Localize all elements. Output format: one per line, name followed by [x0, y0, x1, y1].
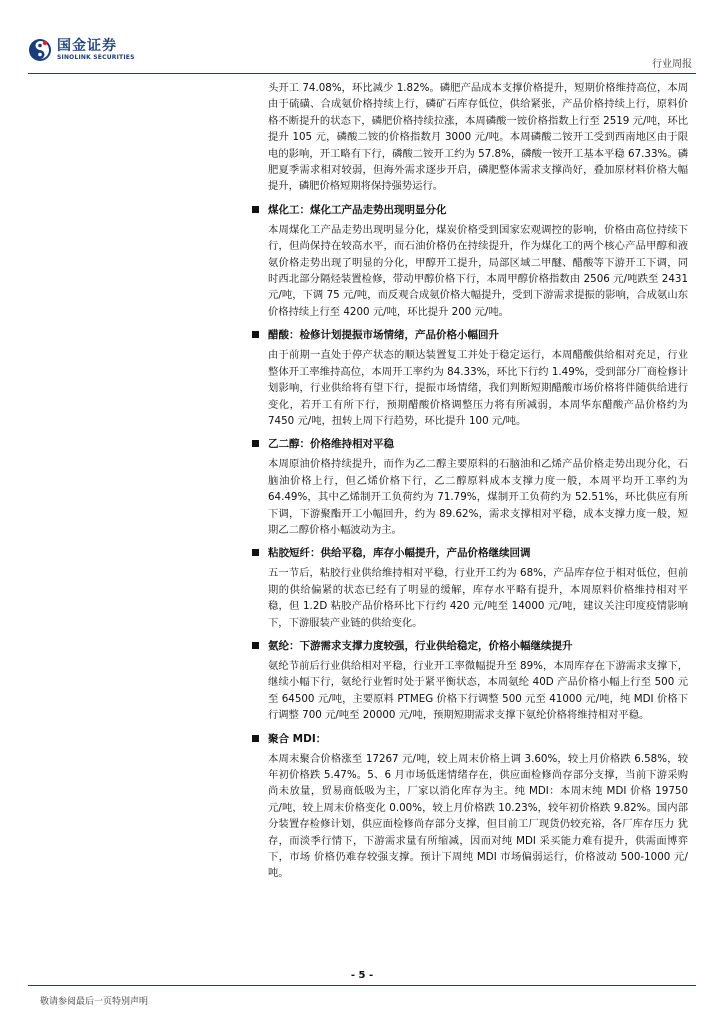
- square-bullet-icon: [252, 206, 259, 213]
- square-bullet-icon: [252, 642, 259, 649]
- section-body: 五一节后，粘胶行业供给维持相对平稳，行业开工约为 68%，产品库存位于相对低位，但前期的供给偏紧的状态已经有了明显的缓解，库存水平略有提升，本周原料价格维持相对平稳，但 1.2D 粘胶产品价格环比下行约 420 元/吨至 14000 元/吨，建议关注印度疫情影响下，下游服装产业链的供给变化。: [268, 567, 688, 629]
- section-acetic-acid: [268, 326, 688, 429]
- footer-divider: [28, 985, 696, 986]
- company-logo: [28, 38, 135, 62]
- square-bullet-icon: [252, 735, 259, 742]
- logo-english-name: SINOLINK SECURITIES: [57, 54, 135, 61]
- section-heading: [268, 730, 688, 748]
- logo-chinese-name: 国金证券: [57, 38, 117, 54]
- section-title: 醋酸：检修计划提振市场情绪，产品价格小幅回升: [268, 329, 499, 342]
- section-heading: [268, 201, 688, 219]
- page-number: - 5 -: [350, 970, 374, 981]
- section-body: 由于前期一直处于停产状态的顺达装置复工并处于稳定运行，本周醋酸供给相对充足，行业整体开工率维持高位，本周开工率约为 84.33%，环比下行约 1.49%，受到部分厂商检修计划影响，行业供给将有望下行，提振市场情绪，我们判断短期醋酸市场价格将伴随供给进行变化，若开工有所下行，预期醋酸价格调整压力将有所减弱，本周华东醋酸产品价格约为 7450 元/吨，扭转上周下行趋势，环比提升 100 元/吨。: [268, 349, 688, 427]
- section-heading: [268, 544, 688, 562]
- section-coal-chemical: [268, 201, 688, 320]
- section-title: 氨纶：下游需求支撑力度较强，行业供给稳定，价格小幅继续提升: [268, 639, 573, 652]
- section-title: 聚合 MDI：: [268, 732, 327, 745]
- section-polymeric-mdi: [268, 730, 688, 882]
- section-body: 氨纶节前后行业供给相对平稳，行业开工率微幅提升至 89%，本周库存在下游需求支撑下，继续小幅下行，氨纶行业暂时处于紧平衡状态，本周氨纶 40D 产品价格小幅上行至 500 元至 64500 元/吨，主要原料 PTMEG 价格下行调整 500 元至 41000 元/吨，纯 MDI 价格下行调整 700 元/吨至 20000 元/吨，预期短期需求支撑下氨纶价格将维持相对平稳。: [268, 659, 688, 722]
- header-divider: [28, 73, 696, 74]
- section-title: 煤化工：煤化工产品走势出现明显分化: [268, 203, 447, 216]
- page-header: [0, 0, 724, 75]
- section-body: 本周末聚合价格涨至 17267 元/吨，较上周末价格上调 3.60%，较上月价格跌 6.58%，较年初价格跌 5.47%。5、6 月市场低迷情绪存在，供应面检修尚存部分支撑，当前下游采购尚未放量，贸易商低吸为主，厂家以消化库存为主。纯 MDI：本周末纯 MDI 价格 19750 元/吨，较上周末价格变化 0.00%，较上月价格跌 10.23%，较年初价格跌 9.82%。国内部分装置存检修计划，供应面检修尚存部分支撑，但目前工厂现货仍较充裕，各厂库存压力 犹存，而淡季行情下，下游需求量有所缩减，因而对纯 MDI 采买能力难有提升，供需面博弈下，市场 价格仍难存较强支撑。预计下周纯 MDI 市场偏弱运行，价格波动 500-1000 元/吨。: [268, 752, 688, 880]
- report-type-label: 行业周报: [652, 59, 692, 70]
- section-body: 本周煤化工产品走势出现明显分化，煤炭价格受到国家宏观调控的影响，价格由高位持续下行，但尚保持在较高水平，而石油价格仍在持续提升，作为煤化工的两个核心产品甲醇和液氨价格走势出现了明显的分化，甲醇开工提升，局部区域二甲醚、醋酸等下游开工下调，同时西北部分隔烃装置检修，带动甲醇价格下行，本周甲醇价格指数由 2506 元/吨跌至 2431 元/吨，下调 75 元/吨，而反观合成氨价格大幅提升，受到下游需求提振的影响，合成氨山东价格持续上行至 4200 元/吨，环比提升 200 元/吨。: [268, 223, 688, 318]
- square-bullet-icon: [252, 331, 259, 338]
- section-body: 本周原油价格持续提升，而作为乙二醇主要原料的石脑油和乙烯产品价格走势出现分化，石脑油价格上行，但乙烯价格下行，乙二醇原料成本支撑力度一般，本周平均开工率约为 64.49%，其中乙烯制开工负荷约为 71.79%，煤制开工负荷约为 52.51%，环比供应有所下调，下游聚酯开工小幅回升，约为 89.62%，需求支撑相对平稳，成本支撑力度一般，短期乙二醇价格小幅波动为主。: [268, 458, 688, 536]
- square-bullet-icon: [252, 440, 259, 447]
- square-bullet-icon: [252, 549, 259, 556]
- section-title: 粘胶短纤：供给平稳，库存小幅提升，产品价格继续回调: [268, 547, 531, 560]
- intro-paragraph: 头开工 74.08%，环比减少 1.82%。磷肥产品成本支撑价格提升，短期价格维持高位，本周由于硫磺、合成氨价格持续上行，磷矿石库存低位，供给紧张，产品价格持续上行，原料价格不断提升的状态下，磷肥价格持续拉涨，本周磷酸一铵价格指数上行至 2519 元/吨，环比提升 105 元，磷酸二铵的价格指数月 3000 元/吨。本周磷酸二铵开工受到西南地区由于限电的影响，开工略有下行，磷酸二铵开工约为 57.8%，磷酸一铵开工基本平稳 67.33%。磷肥夏季需求相对较弱，但海外需求逐步开启，磷肥整体需求支撑尚好，叠加原材料价格大幅提升，磷肥价格短期将保持强势运行。: [268, 82, 688, 193]
- section-viscose-staple: [268, 544, 688, 631]
- sinolink-logo-icon: [28, 38, 52, 62]
- section-spandex: [268, 637, 688, 724]
- section-title: 乙二醇：价格维持相对平稳: [268, 438, 394, 451]
- report-body: [268, 80, 688, 882]
- section-heading: [268, 637, 688, 655]
- section-ethylene-glycol: [268, 435, 688, 538]
- footer-disclaimer: 敬请参阅最后一页特别声明: [40, 997, 149, 1007]
- section-heading: [268, 435, 688, 453]
- section-heading: [268, 326, 688, 344]
